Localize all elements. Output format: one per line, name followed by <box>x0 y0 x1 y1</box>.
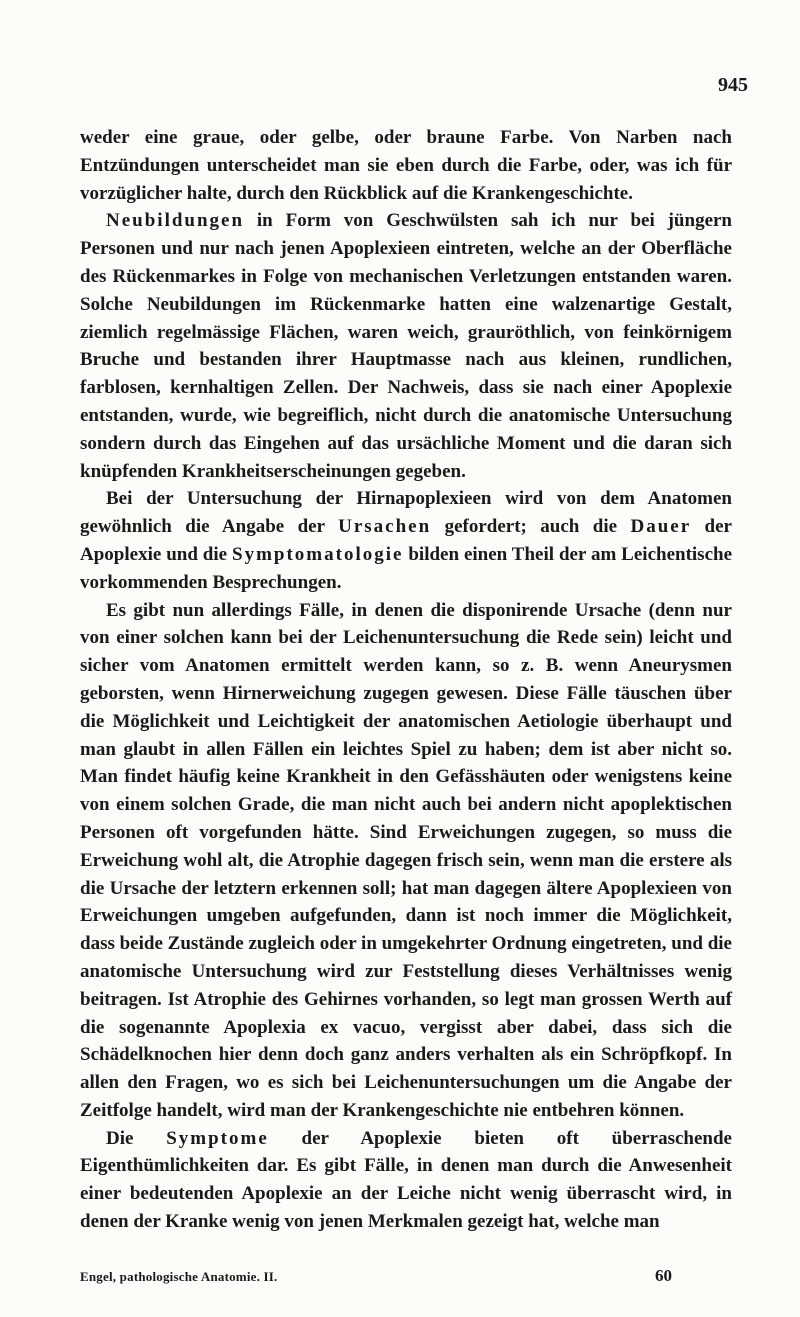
paragraph-5 <box>80 1125 732 1236</box>
paragraph-5-text-a: Die <box>106 1127 167 1149</box>
signature-mark: 60 <box>655 1266 672 1285</box>
term-ursachen: Ursachen <box>338 516 432 538</box>
paragraph-3-text-d: bilden einen Theil der am Leichentische vorkommenden Besprechungen. <box>80 543 732 593</box>
paragraph-1-text: weder eine graue, oder gelbe, oder braune Farbe. Von Narben nach Entzündungen unterscheidet man sie eben durch die Farbe, oder, was ich für vorzüglicher halte, durch den Rückblick auf die Krankengeschichte. <box>80 127 732 204</box>
term-neubildungen: Neubildungen <box>106 210 245 232</box>
page-number: 945 <box>718 74 748 96</box>
paragraph-3-text-a: Bei der Untersuchung der Hirnapoplexieen wird von dem Anatomen gewöhnlich die Angabe der <box>80 488 732 538</box>
running-footer-source: Engel, pathologische Anatomie. II. <box>80 1269 278 1284</box>
term-dauer: Dauer <box>630 516 692 538</box>
paragraph-1 <box>80 124 732 207</box>
paragraph-4-text: Es gibt nun allerdings Fälle, in denen die disponirende Ursache (denn nur von einer solchen kann bei der Leichenuntersuchung die Rede sein) leicht und sicher vom Anatomen ermittelt werden kann, so z. B. wenn Aneurysmen geborsten, wenn Hirnerweichung zugegen gewesen. Diese Fälle täuschen über die Möglichkeit und Leichtigkeit der anatomischen Aetiologie überhaupt und man glaubt in allen Fällen ein leichtes Spiel zu haben; dem ist aber nicht so. Man findet häufig keine Krankheit in den Gefässhäuten oder wenigstens keine von einem solchen Grade, die man nicht auch bei andern nicht apoplektischen Personen oft vorgefunden hätte. Sind Erweichungen zugegen, so muss die Erweichung wohl alt, die Atrophie dagegen frisch sein, wenn man die erstere als die Ursache der letztern erkennen soll; hat man dagegen ältere Apoplexieen von Erweichungen umgeben aufgefunden, dann ist noch immer die Möglichkeit, dass beide Zustände zugleich oder in umgekehrter Ordnung eingetreten, und die anatomische Untersuchung wird zur Feststellung dieses Verhältnisses wenig beitragen. Ist Atrophie des Gehirnes vorhanden, so legt man grossen Werth auf die sogenannte Apoplexia ex vacuo, vergisst aber dabei, dass sich die Schädelknochen hier denn doch ganz anders verhalten als ein Schröpfkopf. In allen den Fragen, wo es sich bei Leichenuntersuchungen um die Angabe der Zeitfolge handelt, wird man der Krankengeschichte nie entbehren können. <box>80 599 732 1121</box>
paragraph-3 <box>80 485 732 596</box>
body-text <box>80 124 732 1236</box>
paragraph-2-text: in Form von Geschwülsten sah ich nur bei jüngern Personen und nur nach jenen Apoplexieen eintreten, welche an der Oberfläche des Rückenmarkes in Folge von mechanischen Verletzungen entstanden waren. Solche Neubildungen im Rückenmarke hatten eine walzenartige Gestalt, ziemlich regelmässige Flächen, waren weich, grauröthlich, von feinkörnigem Bruche und bestanden ihrer Hauptmasse nach aus kleinen, rundlichen, farblosen, kernhaltigen Zellen. Der Nachweis, dass sie nach einer Apoplexie entstanden, wurde, wie begreiflich, nicht durch die anatomische Untersuchung sondern durch das Eingehen auf das ursächliche Moment und die daran sich knüpfenden Krankheitserscheinungen gegeben. <box>80 210 732 482</box>
paragraph-2 <box>80 207 732 485</box>
paragraph-3-text-b: gefordert; auch die <box>431 516 631 538</box>
paragraph-4 <box>80 597 732 1125</box>
term-symptomatologie: Symptomatologie <box>232 543 404 565</box>
paragraph-5-text-b: der Apoplexie bieten oft überraschende Eigenthümlichkeiten dar. Es gibt Fälle, in denen man durch die Anwesenheit einer bedeutenden Apoplexie an der Leiche nicht wenig überrascht wird, in denen der Kranke wenig von jenen Merkmalen gezeigt hat, welche man <box>80 1127 732 1233</box>
paragraph-3-text-c: der Apoplexie und die <box>80 516 732 565</box>
page-footer <box>80 1266 732 1286</box>
term-symptome: Symptome <box>166 1127 269 1149</box>
